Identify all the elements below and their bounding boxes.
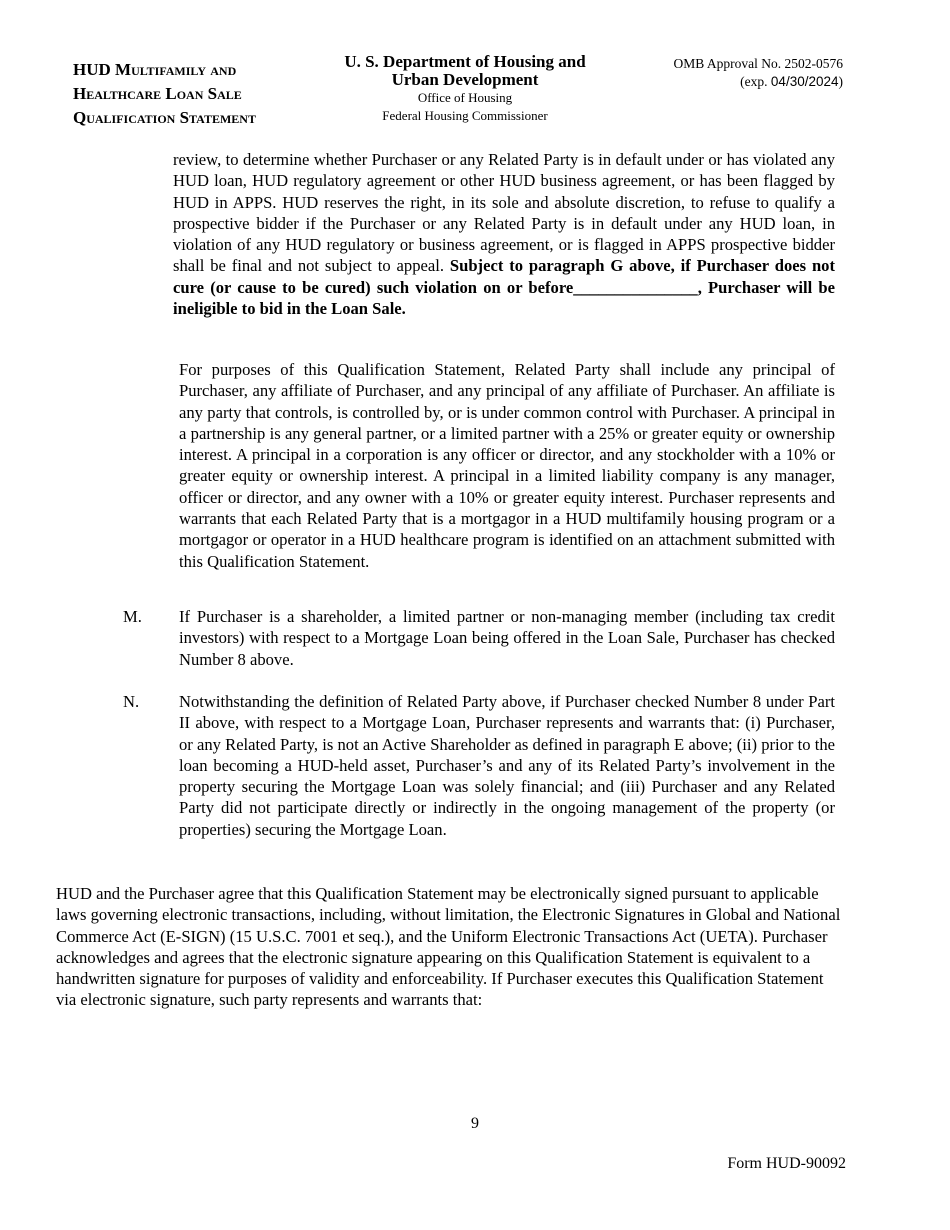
- item-m-label: M.: [123, 607, 142, 626]
- item-n-label: N.: [123, 692, 140, 711]
- page-number: 9: [471, 1115, 479, 1132]
- item-n-text: Notwithstanding the definition of Related Party above, if Purchaser checked Number 8 under Part II above, with respect to a Mortgage Loan, Purchaser represents and warrants that: (i) Purchaser, or any Related Party, is not an Active Shareholder as defined in paragraph E above; (ii) prior to the loan becoming a HUD-held asset, Purchaser’s and any of its Related Party’s involvement in the property securing the Mortgage Loan was solely financial; and (iii) Purchaser and any Related Party did not participate directly or indirectly in the ongoing management of the property (or properties) securing the Mortgage Loan.: [179, 692, 835, 839]
- office-name: Office of Housing: [417, 90, 513, 105]
- department-line-1: U. S. Department of Housing and: [344, 52, 586, 71]
- paragraph-related-party-definition: For purposes of this Qualification Statement, Related Party shall include any principal of Purchaser, any affiliate of Purchaser, and any principal of any affiliate of Purchaser. An affiliate is any party that controls, is controlled by, or is under common control with Purchaser. A principal in a partnership is any general partner, or a limited partner with a 25% or greater equity or ownership interest. A principal in a corporation is any officer or director, and any stockholder with a 10% or greater equity or ownership interest. A principal in a limited liability company is any manager, officer or director, and any owner with a 10% or greater equity interest. Purchaser represents and warrants that each Related Party that is a mortgagor in a HUD multifamily housing program or a mortgagor or operator in a HUD healthcare program is identified on an attachment submitted with this Qualification Statement.: [179, 360, 835, 571]
- exp-suffix: ): [838, 74, 843, 89]
- form-number: Form HUD-90092: [727, 1155, 846, 1172]
- expiration: [640, 73, 843, 91]
- form-title: [73, 58, 313, 130]
- form-title-line-3: Qualification Statement: [73, 108, 256, 127]
- commissioner-name: Federal Housing Commissioner: [382, 108, 548, 123]
- department-line-2: Urban Development: [391, 70, 539, 89]
- paragraph-default-review: [173, 149, 835, 319]
- omb-number: OMB Approval No. 2502-0576: [673, 56, 843, 71]
- expiration-date: 04/30/2024: [770, 74, 839, 89]
- omb-approval: [640, 55, 843, 91]
- paragraph-default-review-bold: Subject to paragraph G above, if Purchaser does not cure (or cause to be cured) such violation on or before_______________, Purchaser will be ineligible to bid in the Loan Sale.: [173, 256, 835, 319]
- paragraph-default-review-text: review, to determine whether Purchaser or any Related Party is in default under or has violated any HUD loan, HUD regulatory agreement or other HUD business agreement, or has been flagged by HUD in APPS. HUD reserves the right, in its sole and absolute discretion, to refuse to qualify a prospective bidder if the Purchaser or any Related Party is in default under any HUD loan, in violation of any HUD regulatory or business agreement, or is flagged in APPS prospective bidder shall be final and not subject to appeal.: [173, 150, 835, 276]
- agency-header: [325, 53, 605, 125]
- form-title-line-1: HUD Multifamily and: [73, 60, 237, 79]
- exp-prefix: (exp.: [740, 74, 771, 89]
- item-m-text: If Purchaser is a shareholder, a limited partner or non-managing member (including tax credit investors) with respect to a Mortgage Loan being offered in the Loan Sale, Purchaser has checked Number 8 above.: [179, 607, 835, 669]
- form-title-line-2: Healthcare Loan Sale: [73, 84, 242, 103]
- paragraph-electronic-signature: HUD and the Purchaser agree that this Qualification Statement may be electronically signed pursuant to applicable laws governing electronic transactions, including, without limitation, the Electronic Signatures in Global and National Commerce Act (E-SIGN) (15 U.S.C. 7001 et seq.), and the Uniform Electronic Transactions Act (UETA). Purchaser acknowledges and agrees that the electronic signature appearing on this Qualification Statement is equivalent to a handwritten signature for purposes of validity and enforceability. If Purchaser executes this Qualification Statement via electronic signature, such party represents and warrants that:: [56, 884, 841, 1010]
